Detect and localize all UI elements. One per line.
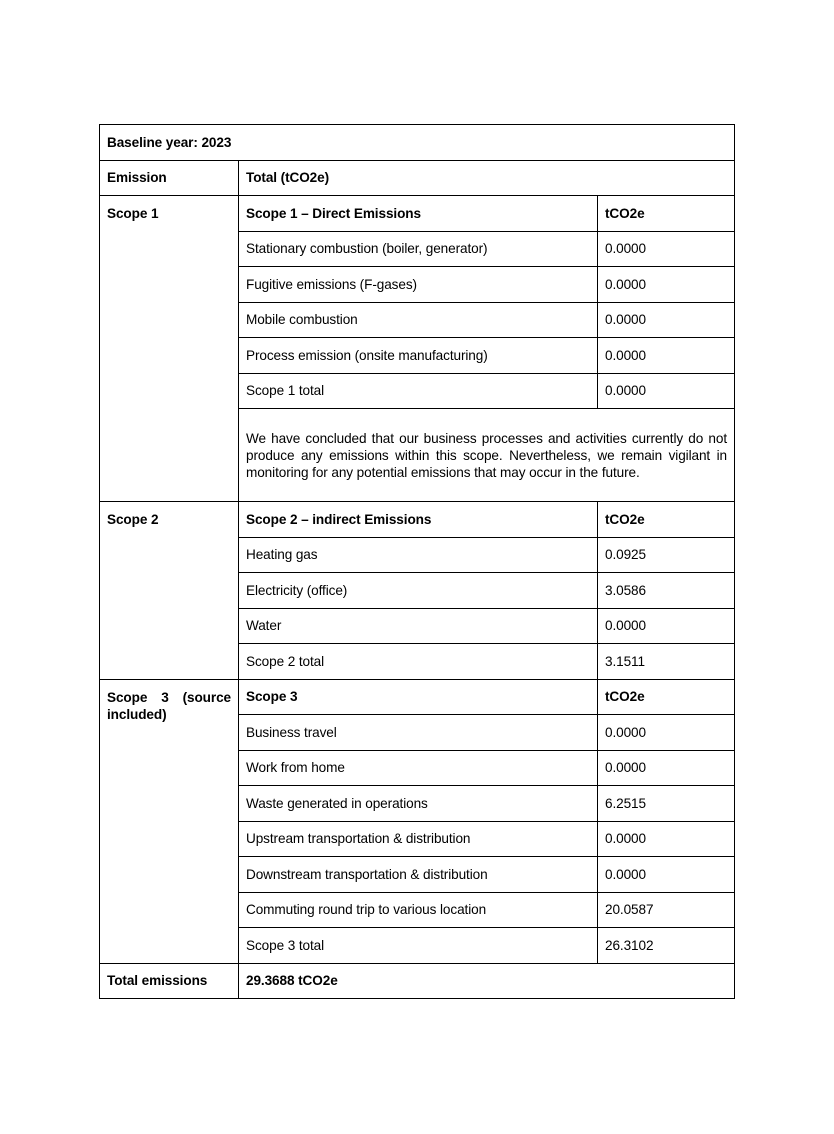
scope3-header-row — [100, 679, 735, 715]
scope3-label-line1: Scope 3 (source — [107, 689, 231, 705]
row-name: Mobile combustion — [239, 302, 598, 338]
row-name: Downstream transportation & distribution — [239, 857, 598, 893]
row-name: Electricity (office) — [239, 573, 598, 609]
scope1-note: We have concluded that our business processes and activities currently do not produce any emissions within this scope. Nevertheless, we remain vigilant in monitoring for any potential emissions that may occur in the future. — [239, 409, 735, 502]
row-value: 0.0000 — [598, 715, 735, 751]
row-name: Stationary combustion (boiler, generator) — [239, 231, 598, 267]
row-value: 0.0000 — [598, 373, 735, 409]
row-name: Upstream transportation & distribution — [239, 821, 598, 857]
baseline-row — [100, 125, 735, 161]
total-row — [100, 963, 735, 999]
header-emission: Emission — [100, 160, 239, 196]
scope3-unit: tCO2e — [598, 679, 735, 715]
scope1-label: Scope 1 — [100, 196, 239, 502]
row-value: 0.0925 — [598, 537, 735, 573]
row-value: 20.0587 — [598, 892, 735, 928]
row-value: 6.2515 — [598, 786, 735, 822]
row-value: 0.0000 — [598, 821, 735, 857]
row-name: Scope 3 total — [239, 928, 598, 964]
scope1-unit: tCO2e — [598, 196, 735, 232]
scope1-title: Scope 1 – Direct Emissions — [239, 196, 598, 232]
row-name: Fugitive emissions (F-gases) — [239, 267, 598, 303]
scope1-header-row — [100, 196, 735, 232]
scope3-label — [100, 679, 239, 963]
row-name: Business travel — [239, 715, 598, 751]
row-name: Heating gas — [239, 537, 598, 573]
row-name: Scope 2 total — [239, 644, 598, 680]
row-value: 0.0000 — [598, 338, 735, 374]
row-value: 0.0000 — [598, 608, 735, 644]
row-value: 0.0000 — [598, 267, 735, 303]
row-name: Process emission (onsite manufacturing) — [239, 338, 598, 374]
baseline-year: Baseline year: 2023 — [100, 125, 735, 161]
row-name: Work from home — [239, 750, 598, 786]
total-label: Total emissions — [100, 963, 239, 999]
scope3-title: Scope 3 — [239, 679, 598, 715]
row-name: Scope 1 total — [239, 373, 598, 409]
row-value: 3.0586 — [598, 573, 735, 609]
row-value: 3.1511 — [598, 644, 735, 680]
scope2-unit: tCO2e — [598, 502, 735, 538]
scope2-title: Scope 2 – indirect Emissions — [239, 502, 598, 538]
row-value: 0.0000 — [598, 302, 735, 338]
scope2-header-row — [100, 502, 735, 538]
scope3-label-line2: included) — [107, 706, 167, 722]
scope2-label: Scope 2 — [100, 502, 239, 680]
row-name: Commuting round trip to various location — [239, 892, 598, 928]
row-name: Water — [239, 608, 598, 644]
row-value: 0.0000 — [598, 750, 735, 786]
row-value: 0.0000 — [598, 231, 735, 267]
emissions-table — [99, 124, 735, 999]
header-row — [100, 160, 735, 196]
row-value: 0.0000 — [598, 857, 735, 893]
row-name: Waste generated in operations — [239, 786, 598, 822]
row-value: 26.3102 — [598, 928, 735, 964]
header-total: Total (tCO2e) — [239, 160, 735, 196]
total-value: 29.3688 tCO2e — [239, 963, 735, 999]
